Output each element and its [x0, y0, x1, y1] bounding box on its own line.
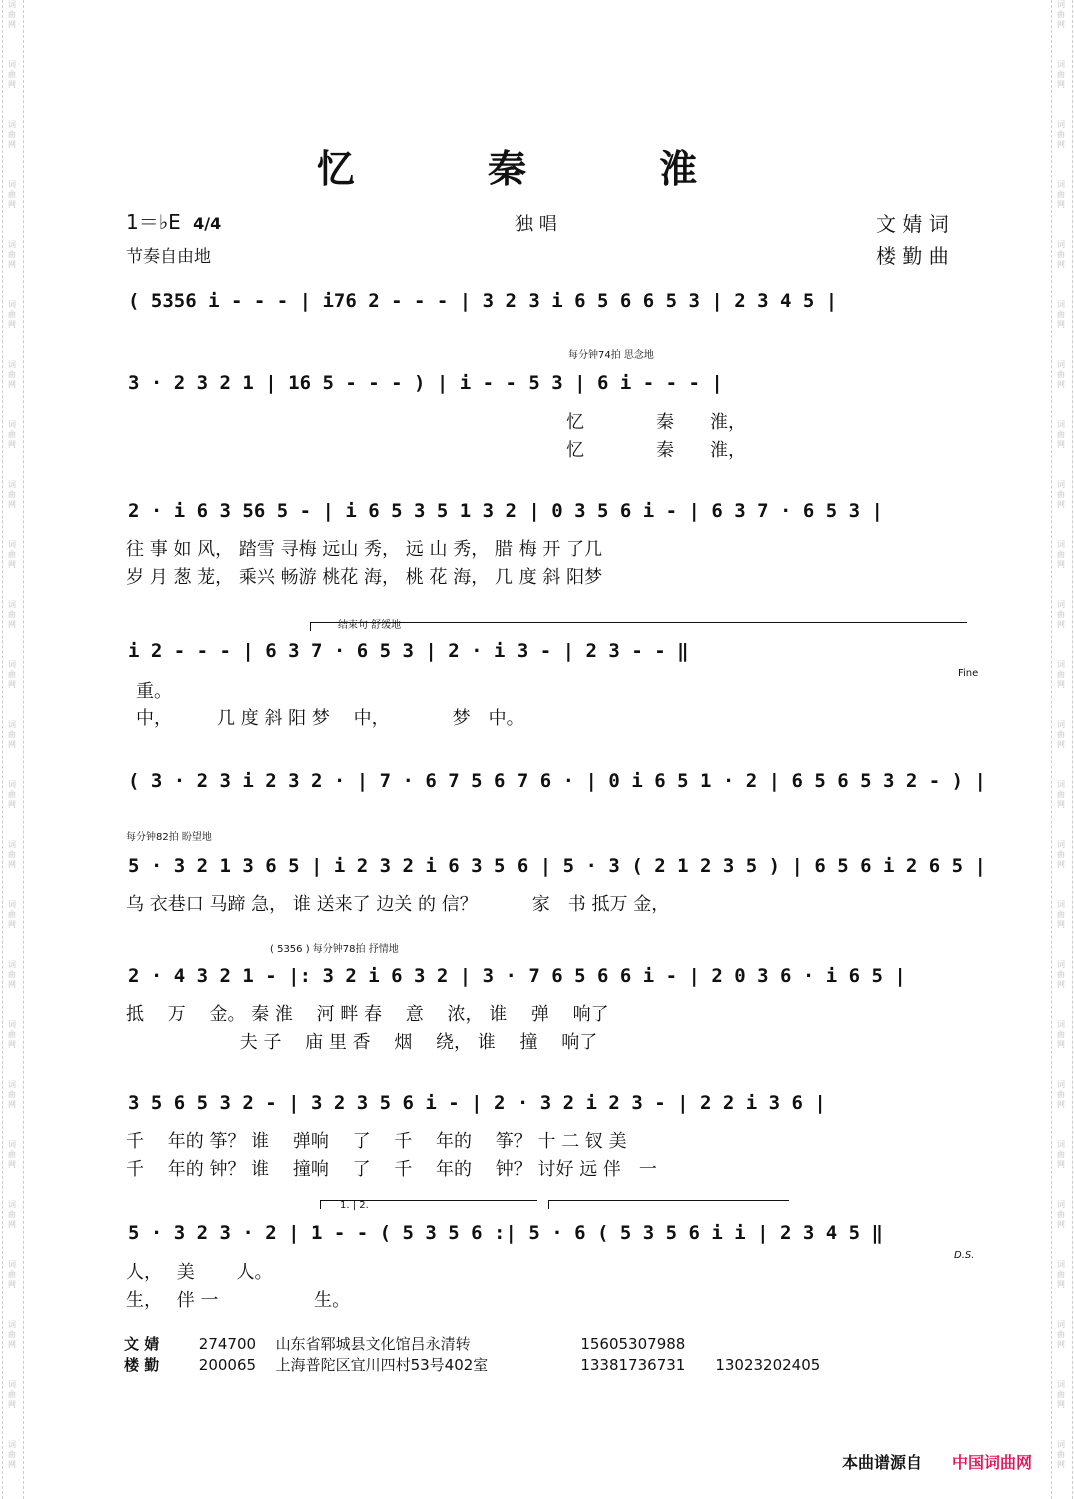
side-watermark-text: 词 曲 网 [1057, 0, 1065, 29]
side-watermark-text: 词 曲 网 [1057, 60, 1065, 89]
score-line-9: 5 · 3 2 3 · 2 | 1 ‐ ‐ ( 5 3 5 6 :| 5 · 6 ( 5 3 5 6 i i | 2 3 4 5 ‖ [128, 1222, 883, 1244]
lyrics-3b: 岁 月 葱 茏， 乘兴 畅游 桃花 海， 桃 花 海， 几 度 斜 阳梦 [126, 567, 603, 588]
score-line-8: 3 5 6 5 3 2 ‐ | 3 2 3 5 6 i ‐ | 2 · 3 2 i 2 3 ‐ | 2 2 i 3 6 | [128, 1092, 826, 1114]
side-watermark-text: 词 曲 网 [8, 480, 16, 509]
side-watermark-text: 词 曲 网 [1057, 240, 1065, 269]
side-watermark-text: 词 曲 网 [8, 1440, 16, 1469]
score-line-2: 3 · 2 3 2 1 | 16 5 ‐ ‐ ‐ ) | i ‐ ‐ 5 3 | 6 i ‐ ‐ ‐ | [128, 372, 723, 394]
side-watermark-text: 词 曲 网 [1057, 960, 1065, 989]
side-watermark-text: 词 曲 网 [8, 660, 16, 689]
side-watermark-text: 词 曲 网 [1057, 900, 1065, 929]
fine-mark: Fine [958, 668, 979, 679]
side-watermark-text: 词 曲 网 [8, 1320, 16, 1349]
side-watermark-text: 词 曲 网 [1057, 1260, 1065, 1289]
side-watermark-text: 词 曲 网 [8, 1380, 16, 1409]
side-watermark-text: 词 曲 网 [8, 1020, 16, 1049]
lyrics-2b: 忆 秦 淮， [566, 440, 746, 461]
ds-mark: D.S. [954, 1250, 975, 1261]
key-signature [126, 206, 221, 235]
lyricist-credit: 文 婧 词 [876, 212, 949, 236]
side-watermark-text: 词 曲 网 [1057, 1080, 1065, 1109]
contact-address: 山东省郓城县文化馆吕永清转 [275, 1335, 471, 1353]
lyrics-4a: 重。 [136, 681, 172, 702]
performance-style: 独 唱 [515, 214, 557, 235]
composer-credit: 楼 勤 曲 [876, 244, 949, 268]
score-line-5: ( 3 · 2 3 i 2 3 2 · | 7 · 6 7 5 6 7 6 · | 0 i 6 5 1 · 2 | 6 5 6 5 3 2 ‐ ) | [128, 770, 986, 792]
side-watermark-text: 词 曲 网 [8, 360, 16, 389]
side-watermark-text: 词 曲 网 [8, 1080, 16, 1109]
volta-marks: 1. | 2. [340, 1200, 369, 1211]
tempo-mark-6: 每分钟82拍 盼望地 [126, 832, 212, 843]
side-watermark-text: 词 曲 网 [8, 1200, 16, 1229]
contact-row [124, 1333, 685, 1354]
contact-name: 楼 勤 [124, 1356, 160, 1374]
contact-phone: 13381736731 13023202405 [580, 1356, 821, 1374]
side-watermark-text: 词 曲 网 [8, 720, 16, 749]
tempo-mark-7: ( 5356 ) 每分钟78拍 抒情地 [270, 944, 399, 955]
side-watermark-text: 词 曲 网 [1057, 1320, 1065, 1349]
side-watermark-text: 词 曲 网 [8, 180, 16, 209]
score-line-7: 2 · 4 3 2 1 ‐ |: 3 2 i 6 3 2 | 3 · 7 6 5 6 6 i ‐ | 2 0 3 6 · i 6 5 | [128, 965, 906, 987]
page-title: 忆 秦 淮 [316, 146, 758, 191]
side-watermark-text: 词 曲 网 [1057, 1140, 1065, 1169]
side-watermark-text: 词 曲 网 [1057, 720, 1065, 749]
ending-bracket [310, 622, 967, 631]
side-watermark-text: 词 曲 网 [8, 120, 16, 149]
tempo-marking: 节奏自由地 [126, 247, 211, 267]
side-watermark-text: 词 曲 网 [1057, 540, 1065, 569]
side-watermark-text: 词 曲 网 [8, 420, 16, 449]
side-watermark-text: 词 曲 网 [1057, 480, 1065, 509]
side-watermark-text: 词 曲 网 [8, 840, 16, 869]
side-watermark-text: 词 曲 网 [8, 240, 16, 269]
contact-zip: 274700 [198, 1335, 257, 1353]
lyrics-4b: 中， 几 度 斜 阳 梦 中， 梦 中。 [136, 708, 525, 729]
side-watermark-text: 词 曲 网 [1057, 660, 1065, 689]
side-watermark-text: 词 曲 网 [1057, 180, 1065, 209]
side-watermark-text: 词 曲 网 [8, 600, 16, 629]
lyrics-8a: 千 年的 筝？ 谁 弹响 了 千 年的 筝？ 十 二 钗 美 [126, 1131, 627, 1152]
lyrics-7a: 抵 万 金。 秦 淮 河 畔 春 意 浓， 谁 弹 响了 [126, 1004, 609, 1025]
lyrics-7b: 夫 子 庙 里 香 烟 绕， 谁 撞 响了 [126, 1032, 598, 1053]
side-watermark-text: 词 曲 网 [8, 1140, 16, 1169]
side-watermark-text: 词 曲 网 [1057, 780, 1065, 809]
side-watermark-text: 词 曲 网 [1057, 1020, 1065, 1049]
side-watermark-text: 词 曲 网 [1057, 300, 1065, 329]
score-line-4: i 2 ‐ ‐ ‐ | 6 3 7 · 6 5 3 | 2 · i 3 ‐ | 2 3 ‐ ‐ ‖ [128, 640, 689, 662]
side-watermark-text: 词 曲 网 [8, 0, 16, 29]
lyrics-2a: 忆 秦 淮， [566, 412, 746, 433]
time-signature [193, 216, 221, 231]
side-watermark-text: 词 曲 网 [8, 300, 16, 329]
side-watermark-text: 词 曲 网 [8, 780, 16, 809]
side-watermark-text: 词 曲 网 [8, 60, 16, 89]
lyrics-9b: 生， 伴 一 生。 [126, 1290, 351, 1311]
side-watermark-text: 词 曲 网 [1057, 600, 1065, 629]
side-watermark-text: 词 曲 网 [1057, 1200, 1065, 1229]
contact-address: 上海普陀区宜川四村53号402室 [275, 1356, 489, 1374]
contact-name: 文 婧 [124, 1335, 160, 1353]
contact-phone: 15605307988 [580, 1335, 686, 1353]
side-watermark-text: 词 曲 网 [8, 540, 16, 569]
source-label: 本曲谱源自 [842, 1453, 923, 1472]
side-watermark-text: 词 曲 网 [1057, 120, 1065, 149]
lyrics-9a: 人， 美 人。 [126, 1262, 273, 1283]
score-line-1: ( 5356 i ‐ ‐ ‐ | i76 2 ‐ ‐ ‐ | 3 2 3 i 6 5 6 6 5 3 | 2 3 4 5 | [128, 290, 838, 312]
side-watermark-text: 词 曲 网 [1057, 840, 1065, 869]
side-watermark-text: 词 曲 网 [1057, 1440, 1065, 1469]
lyrics-3a: 往 事 如 风， 踏雪 寻梅 远山 秀， 远 山 秀， 腊 梅 开 了几 [126, 539, 603, 560]
side-watermark-text: 词 曲 网 [8, 960, 16, 989]
ending-mark: 结束句 舒缓地 [338, 620, 402, 631]
source-site-link[interactable]: 中国词曲网 [952, 1453, 1033, 1472]
key-label: 1＝♭E [126, 210, 181, 234]
side-watermark-text: 词 曲 网 [1057, 1380, 1065, 1409]
score-line-6: 5 · 3 2 1 3 6 5 | i 2 3 2 i 6 3 5 6 | 5 · 3 ( 2 1 2 3 5 ) | 6 5 6 i 2 6 5 | [128, 855, 986, 877]
volta-2-bracket [548, 1200, 789, 1209]
contact-row [124, 1354, 820, 1375]
lyrics-6a: 乌 衣巷口 马蹄 急， 谁 送来了 边关 的 信？ 家 书 抵万 金， [126, 894, 670, 915]
side-watermark-text: 词 曲 网 [8, 900, 16, 929]
side-watermark-text: 词 曲 网 [1057, 360, 1065, 389]
contact-zip: 200065 [198, 1356, 257, 1374]
tempo-mark-2: 每分钟74拍 思念地 [568, 350, 654, 361]
score-line-3: 2 · i 6 3 56 5 ‐ | i 6 5 3 5 1 3 2 | 0 3 5 6 i ‐ | 6 3 7 · 6 5 3 | [128, 500, 883, 522]
time-sig-value: 4/4 [193, 214, 222, 233]
lyrics-8b: 千 年的 钟？ 谁 撞响 了 千 年的 钟？ 讨好 远 伴 一 [126, 1159, 657, 1180]
side-watermark-text: 词 曲 网 [1057, 420, 1065, 449]
side-watermark-text: 词 曲 网 [8, 1260, 16, 1289]
